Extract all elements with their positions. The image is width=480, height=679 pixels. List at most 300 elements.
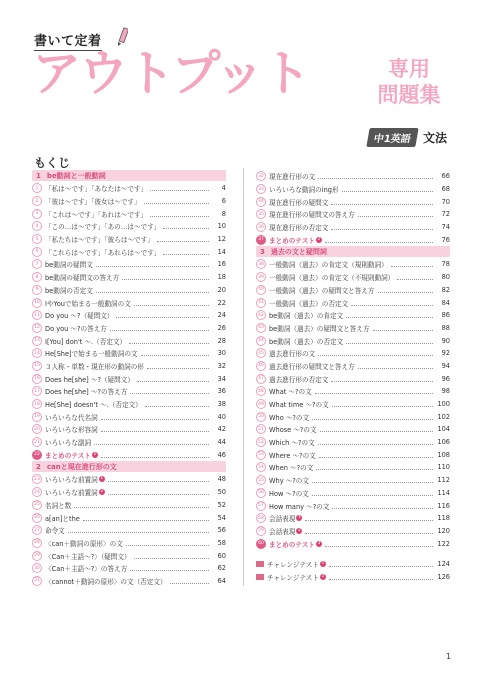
toc-row[interactable] xyxy=(32,549,226,562)
item-number: 26 xyxy=(32,513,42,523)
leader-dots xyxy=(101,418,209,420)
item-number: 15 xyxy=(32,361,42,371)
item-title: Do you 〜?（疑問文） xyxy=(45,312,114,321)
toc-row[interactable] xyxy=(32,524,226,537)
item-page: 108 xyxy=(437,450,450,459)
item-page: 48 xyxy=(217,475,226,484)
item-title: チャレンジテスト xyxy=(267,561,319,570)
toc-row[interactable] xyxy=(256,499,450,512)
item-title: 一般動詞（過去）の否定文 xyxy=(269,299,349,308)
item-number: 58 xyxy=(256,513,266,523)
toc-row[interactable] xyxy=(256,221,450,234)
toc-row[interactable] xyxy=(256,258,450,271)
leader-dots xyxy=(358,215,433,217)
grade-subject xyxy=(368,128,447,147)
item-page: 76 xyxy=(441,235,450,244)
item-page: 74 xyxy=(441,223,450,232)
leader-dots xyxy=(94,443,209,445)
item-number: 8 xyxy=(32,272,42,282)
toc-row[interactable] xyxy=(32,296,226,309)
leader-dots xyxy=(137,380,209,382)
item-number: 50 xyxy=(256,412,266,422)
item-title: 〈can＋動詞の原形〉の文 xyxy=(45,539,123,548)
toc-row[interactable] xyxy=(256,309,450,322)
item-title: What time 〜?の文 xyxy=(269,401,329,410)
column-divider xyxy=(243,168,244,586)
toc-row[interactable] xyxy=(256,410,450,423)
item-page: 122 xyxy=(437,539,450,548)
item-number: 38 xyxy=(256,259,266,269)
leader-dots xyxy=(147,367,209,369)
leader-dots xyxy=(331,228,433,230)
item-page: 112 xyxy=(437,476,450,485)
subject-label: 文法 xyxy=(422,131,447,145)
item-number: 48 xyxy=(256,386,266,396)
item-page: 12 xyxy=(217,235,226,244)
toc-row[interactable] xyxy=(256,334,450,347)
leader-dots xyxy=(318,443,433,445)
leader-dots xyxy=(110,329,209,331)
toc-row[interactable] xyxy=(32,245,226,258)
leader-dots xyxy=(163,253,209,255)
item-number: 43 xyxy=(256,323,266,333)
item-page: 98 xyxy=(441,387,450,396)
item-title: 一般動詞（過去）の肯定文（規則動詞） xyxy=(269,261,388,270)
item-number: 56 xyxy=(256,488,266,498)
toc-row[interactable] xyxy=(32,309,226,322)
challenge-row[interactable] xyxy=(256,571,450,584)
item-title: まとめのテスト xyxy=(45,451,91,460)
item-title: いろいろな前置詞 xyxy=(45,476,98,485)
leader-dots xyxy=(116,316,209,318)
leader-dots xyxy=(346,316,433,318)
item-page: 6 xyxy=(221,197,226,206)
challenge-row[interactable] xyxy=(256,558,450,571)
item-title: Why 〜?の文 xyxy=(269,477,309,486)
item-number: 13 xyxy=(32,336,42,346)
challenge-tests xyxy=(256,558,450,583)
item-title: いろいろな代名詞 xyxy=(45,413,98,422)
toc-heading: もくじ xyxy=(34,156,71,170)
toc-row[interactable] xyxy=(32,562,226,575)
section-label: 過去の文と疑問詞 xyxy=(270,247,327,256)
item-title: 「私たちは〜です」「彼らは〜です」 xyxy=(45,236,154,245)
item-number: 42 xyxy=(256,310,266,320)
item-title: Do you 〜?の答え方 xyxy=(45,324,107,333)
item-number: 22 xyxy=(32,450,42,460)
item-number: 55 xyxy=(256,475,266,485)
toc-row[interactable] xyxy=(32,575,226,588)
item-page: 52 xyxy=(217,500,226,509)
item-title: IやYouで始まる一般動詞の文 xyxy=(45,299,131,308)
item-title: 「これは〜です」「あれは〜です」 xyxy=(45,210,148,219)
item-page: 16 xyxy=(217,260,226,269)
item-title: He[She]で始まる一般動詞の文 xyxy=(45,350,138,359)
toc-row[interactable] xyxy=(32,334,226,347)
item-page: 50 xyxy=(217,488,226,497)
item-page: 46 xyxy=(217,450,226,459)
leader-dots xyxy=(122,278,209,280)
leader-dots xyxy=(318,177,433,179)
item-title: 〈cannot＋動詞の原形〉の文（否定文） xyxy=(45,577,167,586)
leader-dots xyxy=(332,507,433,509)
leader-dots xyxy=(68,531,209,533)
leader-dots xyxy=(315,392,433,394)
item-title: 過去進行形の文 xyxy=(269,350,316,359)
leader-dots xyxy=(318,354,433,356)
leader-dots xyxy=(144,202,209,204)
section-number: 2 xyxy=(36,462,41,471)
section-number: 3 xyxy=(260,247,265,256)
item-page: 34 xyxy=(217,374,226,383)
item-title: 会話表現 xyxy=(269,527,296,536)
toc-test-row[interactable] xyxy=(32,448,226,461)
item-part-mark: 1 xyxy=(100,476,104,482)
item-page: 70 xyxy=(441,197,450,206)
toc-row[interactable] xyxy=(256,372,450,385)
toc-row[interactable] xyxy=(32,347,226,360)
item-page: 110 xyxy=(437,463,450,472)
item-number: 5 xyxy=(32,234,42,244)
leader-dots xyxy=(134,557,209,559)
toc-row[interactable] xyxy=(256,322,450,335)
item-number: 53 xyxy=(256,450,266,460)
item-page: 56 xyxy=(217,526,226,535)
leader-dots xyxy=(150,215,209,217)
item-number: 59 xyxy=(256,526,266,536)
toc-row[interactable] xyxy=(256,195,450,208)
toc-row[interactable] xyxy=(32,322,226,335)
item-title: いろいろな動詞のing形 xyxy=(269,186,339,195)
toc-row[interactable] xyxy=(32,233,226,246)
item-page: 118 xyxy=(437,514,450,523)
item-title: まとめのテスト xyxy=(269,236,315,245)
series-label: 書いて定着 xyxy=(34,30,102,51)
leader-dots xyxy=(391,265,433,267)
item-page: 66 xyxy=(441,172,450,181)
toc-row[interactable] xyxy=(256,347,450,360)
leader-dots xyxy=(342,190,433,192)
item-title: Whose 〜?の文 xyxy=(269,426,317,435)
item-title: be動詞の疑問文 xyxy=(45,261,93,270)
toc-row[interactable] xyxy=(256,398,450,411)
item-part-mark: 2 xyxy=(317,236,321,242)
toc-row[interactable] xyxy=(256,461,450,474)
item-title: 一般動詞（過去）の肯定文（不規則動詞） xyxy=(269,274,395,283)
item-page: 102 xyxy=(437,412,450,421)
item-title: いろいろな前置詞 xyxy=(45,489,98,498)
item-title: be動詞の疑問文の答え方 xyxy=(45,274,120,283)
item-page: 80 xyxy=(441,273,450,282)
item-page: 54 xyxy=(217,513,226,522)
item-title: 現在進行形の否定文 xyxy=(269,224,329,233)
item-title: be動詞の否定文 xyxy=(45,286,93,295)
toc-row[interactable] xyxy=(256,271,450,284)
item-title: 一般動詞（過去）の疑問文と答え方 xyxy=(269,286,375,295)
item-number: 31 xyxy=(32,576,42,586)
leader-dots xyxy=(96,265,209,267)
item-number: 16 xyxy=(32,374,42,384)
toc-row[interactable] xyxy=(256,170,450,183)
item-number: 7 xyxy=(32,259,42,269)
item-page: 20 xyxy=(217,285,226,294)
leader-dots xyxy=(373,329,433,331)
item-part-mark: 2 xyxy=(100,489,104,495)
item-page: 24 xyxy=(217,311,226,320)
item-page: 116 xyxy=(437,501,450,510)
toc-row[interactable] xyxy=(256,512,450,525)
item-page: 120 xyxy=(437,526,450,535)
leader-dots xyxy=(157,240,209,242)
book-title: アウトプット xyxy=(32,45,310,102)
item-number: 29 xyxy=(32,551,42,561)
toc-row[interactable] xyxy=(32,410,226,423)
item-part-mark: 3 xyxy=(317,540,321,546)
item-number: 35 xyxy=(256,209,266,219)
leader-dots xyxy=(319,456,433,458)
leader-dots xyxy=(108,480,209,482)
item-number: 34 xyxy=(256,197,266,207)
item-number: 11 xyxy=(32,310,42,320)
item-number: 30 xyxy=(32,563,42,573)
toc-row[interactable] xyxy=(256,296,450,309)
section-label: be動詞と一般動詞 xyxy=(46,171,106,180)
toc-row[interactable] xyxy=(256,385,450,398)
item-title: 〈Can＋主語〜?〉（疑問文） xyxy=(45,552,131,561)
item-title: He[She] doesn't 〜.（否定文） xyxy=(45,401,142,410)
leader-dots xyxy=(329,578,433,580)
item-number: 27 xyxy=(32,525,42,535)
item-title: How many 〜?の文 xyxy=(269,502,330,511)
item-part-mark: 1 xyxy=(93,451,97,457)
leader-dots xyxy=(331,380,433,382)
item-page: 78 xyxy=(441,260,450,269)
item-page: 8 xyxy=(221,209,226,218)
toc-row[interactable] xyxy=(32,372,226,385)
item-page: 22 xyxy=(217,298,226,307)
leader-dots xyxy=(312,494,433,496)
item-page: 4 xyxy=(221,184,226,193)
toc-row[interactable] xyxy=(256,360,450,373)
toc-row[interactable] xyxy=(256,448,450,461)
item-title: まとめのテスト xyxy=(269,540,315,549)
toc-row[interactable] xyxy=(256,436,450,449)
item-title: いろいろな副詞 xyxy=(45,439,92,448)
item-page: 44 xyxy=(217,438,226,447)
toc-row[interactable] xyxy=(32,207,226,220)
toc-row[interactable] xyxy=(32,195,226,208)
item-part-mark: 2 xyxy=(321,573,325,579)
toc-test-row[interactable] xyxy=(256,537,450,550)
item-page: 90 xyxy=(441,336,450,345)
item-page: 30 xyxy=(217,349,226,358)
item-title: 命令文 xyxy=(45,527,65,536)
leader-dots xyxy=(170,582,209,584)
item-title: What 〜?の文 xyxy=(269,388,312,397)
toc-row[interactable] xyxy=(32,499,226,512)
item-title: Who 〜?の文 xyxy=(269,413,310,422)
item-part-mark: 1 xyxy=(321,561,325,567)
item-number: 60 xyxy=(256,539,266,549)
item-title: be動詞（過去）の疑問文と答え方 xyxy=(269,324,370,333)
item-number: 4 xyxy=(32,221,42,231)
item-page: 38 xyxy=(217,400,226,409)
item-page: 28 xyxy=(217,336,226,345)
item-number: 41 xyxy=(256,298,266,308)
toc-row[interactable] xyxy=(256,423,450,436)
leader-dots xyxy=(358,367,433,369)
item-title: 〈Can＋主語〜?〉の答え方 xyxy=(45,565,128,574)
item-number: 28 xyxy=(32,538,42,548)
challenge-mark-icon xyxy=(256,561,264,567)
toc-row[interactable] xyxy=(256,208,450,221)
leader-dots xyxy=(312,418,433,420)
item-title: 現在進行形の疑問文 xyxy=(269,198,329,207)
item-page: 92 xyxy=(441,349,450,358)
section-label: canと現在進行形の文 xyxy=(46,462,117,471)
toc-row[interactable] xyxy=(256,525,450,538)
item-title: 過去進行形の疑問文と答え方 xyxy=(269,362,355,371)
item-title: Does he[she] 〜?（疑問文） xyxy=(45,375,134,384)
item-number: 24 xyxy=(32,487,42,497)
item-page: 58 xyxy=(217,538,226,547)
toc-row[interactable] xyxy=(256,487,450,500)
item-title: 「私は〜です」「あなたは〜です」 xyxy=(45,185,148,194)
toc-row[interactable] xyxy=(32,423,226,436)
leader-dots xyxy=(130,392,209,394)
item-number: 2 xyxy=(32,196,42,206)
item-title: I[You] don't 〜.（否定文） xyxy=(45,337,127,346)
book-subtitle: 専用 問題集 xyxy=(377,57,441,107)
leader-dots xyxy=(397,278,433,280)
leader-dots xyxy=(316,468,433,470)
item-title: いろいろな形容詞 xyxy=(45,426,98,435)
item-title: ３人称・単数・現在形の動詞の形 xyxy=(45,362,144,371)
item-page: 114 xyxy=(437,488,450,497)
item-page: 72 xyxy=(441,210,450,219)
item-part-mark: 1 xyxy=(297,515,301,521)
leader-dots xyxy=(134,304,209,306)
leader-dots xyxy=(130,569,209,571)
page-number: 1 xyxy=(446,652,452,661)
item-title: Which 〜?の文 xyxy=(269,439,315,448)
item-number: 46 xyxy=(256,361,266,371)
leader-dots xyxy=(305,532,433,534)
toc-row[interactable] xyxy=(256,183,450,196)
toc-row[interactable] xyxy=(32,284,226,297)
leader-dots xyxy=(305,519,433,521)
toc-row[interactable] xyxy=(32,436,226,449)
leader-dots xyxy=(325,241,433,243)
leader-dots xyxy=(378,291,434,293)
toc-row[interactable] xyxy=(32,385,226,398)
item-page: 36 xyxy=(217,387,226,396)
toc-row[interactable] xyxy=(32,360,226,373)
item-title: When 〜?の文 xyxy=(269,464,314,473)
toc-row[interactable] xyxy=(256,474,450,487)
toc-row[interactable] xyxy=(32,271,226,284)
section-number: 1 xyxy=(36,171,41,180)
toc-row[interactable] xyxy=(32,537,226,550)
leader-dots xyxy=(101,430,209,432)
challenge-mark-icon xyxy=(256,574,264,580)
item-page: 10 xyxy=(217,222,226,231)
item-number: 54 xyxy=(256,462,266,472)
item-page: 14 xyxy=(217,247,226,256)
leader-dots xyxy=(329,565,433,567)
item-number: 45 xyxy=(256,348,266,358)
leader-dots xyxy=(325,545,433,547)
item-number: 21 xyxy=(32,437,42,447)
item-number: 25 xyxy=(32,500,42,510)
item-number: 36 xyxy=(256,222,266,232)
item-title: 現在進行形の文 xyxy=(269,173,316,182)
item-page: 18 xyxy=(217,273,226,282)
leader-dots xyxy=(74,506,209,508)
leader-dots xyxy=(108,493,209,495)
item-page: 64 xyxy=(217,576,226,585)
item-number: 20 xyxy=(32,424,42,434)
toc-row[interactable] xyxy=(32,220,226,233)
item-title: チャレンジテスト xyxy=(267,573,319,582)
toc-row[interactable] xyxy=(32,182,226,195)
item-number: 18 xyxy=(32,399,42,409)
grade-badge: 中1英語 xyxy=(366,128,418,147)
toc-row[interactable] xyxy=(32,511,226,524)
item-title: 「彼は〜です」「彼女は〜です」 xyxy=(45,198,141,207)
item-title: 「これらは〜です」「あれらは〜です」 xyxy=(45,248,161,257)
leader-dots xyxy=(83,519,209,521)
item-number: 47 xyxy=(256,374,266,384)
toc-row[interactable] xyxy=(32,473,226,486)
item-title: be動詞（過去）の肯定文 xyxy=(269,312,344,321)
item-page: 42 xyxy=(217,425,226,434)
item-number: 49 xyxy=(256,399,266,409)
item-page: 100 xyxy=(437,400,450,409)
item-part-mark: 2 xyxy=(297,527,301,533)
item-number: 33 xyxy=(256,184,266,194)
item-page: 124 xyxy=(437,560,450,569)
item-page: 126 xyxy=(437,572,450,581)
toc-row[interactable] xyxy=(32,486,226,499)
leader-dots xyxy=(150,189,209,191)
item-number: 12 xyxy=(32,323,42,333)
item-page: 86 xyxy=(441,311,450,320)
item-number: 51 xyxy=(256,424,266,434)
toc-left-column xyxy=(32,170,226,587)
item-page: 88 xyxy=(441,323,450,332)
item-page: 84 xyxy=(441,298,450,307)
leader-dots xyxy=(126,544,209,546)
section-header xyxy=(32,170,226,181)
item-page: 96 xyxy=(441,374,450,383)
toc-row[interactable] xyxy=(32,258,226,271)
toc-row[interactable] xyxy=(32,398,226,411)
item-number: 44 xyxy=(256,336,266,346)
item-number: 23 xyxy=(32,474,42,484)
item-title: 現在進行形の疑問文の答え方 xyxy=(269,211,355,220)
leader-dots xyxy=(101,456,209,458)
leader-dots xyxy=(320,430,433,432)
section-header xyxy=(256,246,450,257)
toc-test-row[interactable] xyxy=(256,233,450,246)
item-number: 57 xyxy=(256,501,266,511)
leader-dots xyxy=(141,354,209,356)
leader-dots xyxy=(129,342,209,344)
toc-row[interactable] xyxy=(256,284,450,297)
leader-dots xyxy=(96,291,209,293)
item-number: 3 xyxy=(32,209,42,219)
